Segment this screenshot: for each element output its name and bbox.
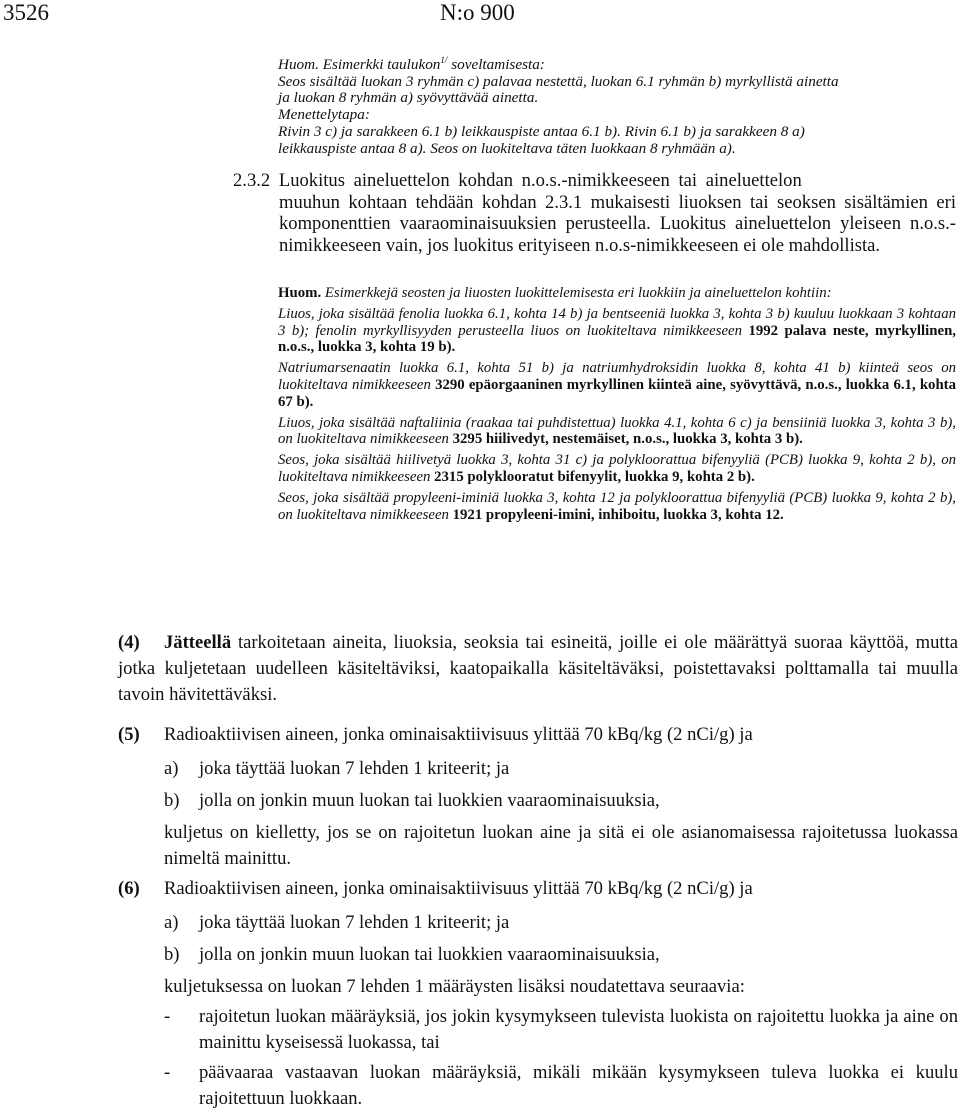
defined-term: Jätteellä bbox=[164, 632, 232, 653]
list-item: b) jolla on jonkin muun luokan tai luokkien vaaraominaisuuksia, bbox=[164, 790, 660, 811]
definition-conclusion: kuljetuksessa on luokan 7 lehden 1 määräysten lisäksi noudatettava seuraavia: bbox=[164, 976, 745, 997]
footnote-mark: 1/ bbox=[440, 55, 448, 65]
note-example-table: Huom. Esimerkki taulukon$^{1/}$ soveltamisesta: Seos sisältää luokan 3 ryhmän c) palavaa nestettä, luokan 6.1 ryhmän b) myrkyllistä ainetta ja luokan 8 ryhmän a) syövyttävää ainetta. Menettelytapa: Rivin 3 c) ja sarakkeen 6.1 b) leikkauspiste antaa 6.1 b). Rivin 6.1 b) ja sarakkeen 8 a) leikkauspiste antaa 8 a). Seos on luokiteltava täten luokkaan 8 ryhmään a). bbox=[278, 52, 956, 157]
page-title: N:o 900 bbox=[440, 0, 515, 25]
list-item: b) jolla on jonkin muun luokan tai luokkien vaaraominaisuuksia, bbox=[164, 944, 660, 965]
example-paragraph: Seos, joka sisältää propyleeni-iminiä luokka 3, kohta 12 ja polykloorattua bifenyyliä (PCB) luokka 9, kohta 2 b), on luokiteltava nimikkeeseen 1921 propyleeni-imini, inhiboitu, luokka 3, kohta 12. bbox=[278, 489, 956, 523]
definition-text: Radioaktiivisen aineen, jonka ominaisaktiivisuus ylittää 70 kBq/kg (2 nCi/g) ja bbox=[164, 724, 753, 745]
definition-text: Radioaktiivisen aineen, jonka ominaisaktiivisuus ylittää 70 kBq/kg (2 nCi/g) ja bbox=[164, 878, 753, 899]
list-item: a) joka täyttää luokan 7 lehden 1 kriteerit; ja bbox=[164, 912, 510, 933]
example-paragraph: Liuos, joka sisältää fenolia luokka 6.1, kohta 14 b) ja bentseeniä luokka 3, kohta 3 b) kuuluu luokkaan 3 kohtaan 3 b); fenolin myrkyllisyyden perusteella liuos on luokiteltava nimikkeeseen 1992 palava neste, myrkyllinen, n.o.s., luokka 3, kohta 19 b). bbox=[278, 305, 956, 356]
note-line: leikkauspiste antaa 8 a). Seos on luokiteltava täten luokkaan 8 ryhmään a). bbox=[278, 139, 736, 157]
note-line: ja luokan 8 ryhmän a) syövyttävää ainetta. bbox=[278, 89, 539, 107]
note-label: Huom. bbox=[278, 285, 322, 301]
definition-5 bbox=[118, 722, 958, 872]
section-body: muuhun kohtaan tehdään kohdan 2.3.1 mukaisesti liuoksen tai seoksen sisältämien eri komponenttien vaaraominaisuuksien perusteella. Luokitus aineluettelon yleiseen n.o.s.-nimikkeeseen vain, jos luokitus erityiseen n.o.s-nimikkeeseen ei ole mahdollista. bbox=[279, 191, 956, 257]
section-heading: 2.3.2 Luokitus aineluettelon kohdan n.o.s.-nimikkeeseen tai aineluettelon bbox=[233, 170, 802, 191]
note-line: Rivin 3 c) ja sarakkeen 6.1 b) leikkauspiste antaa 6.1 b). Rivin 6.1 b) ja sarakkeen 8 a) bbox=[278, 122, 805, 140]
note-line: Seos sisältää luokan 3 ryhmän c) palavaa nestettä, luokan 6.1 ryhmän b) myrkyllistä ainetta bbox=[278, 72, 839, 90]
definition-4 bbox=[118, 630, 958, 708]
example-paragraph: Natriumarsenaatin luokka 6.1, kohta 51 b) ja natriumhydroksidin luokka 8, kohta 41 b) kiinteä seos on luokiteltava nimikkeeseen 3290 epäorgaaninen myrkyllinen kiinteä aine, syövyttävä, n.o.s., luokka 6.1, kohta 67 b). bbox=[278, 360, 956, 410]
definition-conclusion: kuljetus on kielletty, jos se on rajoitetun luokan aine ja sitä ei ole asianomaisessa rajoitetussa luokassa nimeltä mainittu. bbox=[164, 822, 958, 869]
page-header bbox=[0, 0, 960, 30]
list-item: a) joka täyttää luokan 7 lehden 1 kriteerit; ja bbox=[164, 758, 510, 779]
dash-item: - päävaaraa vastaavan luokan määräyksiä, mikäli mikään kysymykseen tuleva luokka ei kuulu rajoitettuun luokkaan. bbox=[164, 1062, 958, 1109]
definition-number: (5) bbox=[118, 724, 140, 745]
definition-text: tarkoitetaan aineita, liuoksia, seoksia tai esineitä, joille ei ole määrättyä suoraa käyttöä, mutta jotka kuljetetaan uudelleen käsiteltäviksi, kaatopaikalla käsiteltäväksi, poistettavaksi polttamalla tai muulla tavoin hävitettäväksi. bbox=[118, 632, 958, 705]
page-number: 3526 bbox=[3, 0, 49, 25]
definition-number: (4) bbox=[118, 632, 140, 653]
example-paragraph: Liuos, joka sisältää naftaliinia (raakaa tai puhdistettua) luokka 4.1, kohta 6 c) ja bensiiniä luokka 3, kohta 3 b), on luokiteltava nimikkeeseen 3295 hiilivedyt, nestemäiset, n.o.s., luokka 3, kohta 3 b). bbox=[278, 414, 956, 448]
note-line: Menettelytapa: bbox=[278, 106, 370, 124]
example-paragraph: Seos, joka sisältää hiilivetyä luokka 3, kohta 31 c) ja polykloorattua bifenyyliä (PCB) luokka 9, kohta 2 b), on luokiteltava nimikkeeseen 2315 polyklooratut bifenyylit, luokka 9, kohta 2 b). bbox=[278, 452, 956, 485]
dash-item: - rajoitetun luokan määräyksiä, jos jokin kysymykseen tulevista luokista on rajoitettu luokka ja aine on mainittu kyseisessä luokassa, tai bbox=[164, 1006, 958, 1053]
note-label: Huom. bbox=[278, 56, 319, 74]
note-examples: Huom. Esimerkkejä seosten ja liuosten luokittelemisesta eri luokkiin ja aineluettelon kohtiin: Liuos, joka sisältää fenolia luokka 6.1, kohta 14 b) ja bentseeniä luokka 3, kohta 3 b) kuuluu luokkaan 3 kohtaan 3 b); fenolin myrkyllisyyden perusteella liuos on luokiteltava nimikkeeseen 1992 palava neste, myrkyllinen, n.o.s., luokka 3, kohta 19 b). Natriumarsenaatin luokka 6.1, kohta 51 b) ja natriumhydroksidin luokka 8, kohta 41 b) kiinteä seos on luokiteltava nimikkeeseen 3290 epäorgaaninen myrkyllinen kiinteä aine, syövyttävä, n.o.s., luokka 6.1, kohta 67 b). Liuos, joka sisältää naftaliinia (raakaa tai puhdistettua) luokka 4.1, kohta 6 c) ja bensiiniä luokka 3, kohta 3 b), on luokiteltava nimikkeeseen 3295 hiilivedyt, nestemäiset, n.o.s., luokka 3, kohta 3 b). Seos, joka sisältää hiilivetyä luokka 3, kohta 31 c) ja polykloorattua bifenyyliä (PCB) luokka 9, kohta 2 b), on luokiteltava nimikkeeseen 2315 polyklooratut bifenyylit, luokka 9, kohta 2 b). Seos, joka sisältää propyleeni-iminiä luokka 3, kohta 12 ja polykloorattua bifenyyliä (PCB) luokka 9, kohta 2 b), on luokiteltava nimikkeeseen 1921 propyleeni-imini, inhiboitu, luokka 3, kohta 12. bbox=[278, 285, 956, 523]
section-2-3-2 bbox=[233, 170, 956, 257]
definition-number: (6) bbox=[118, 878, 140, 899]
definition-6 bbox=[118, 876, 958, 1112]
